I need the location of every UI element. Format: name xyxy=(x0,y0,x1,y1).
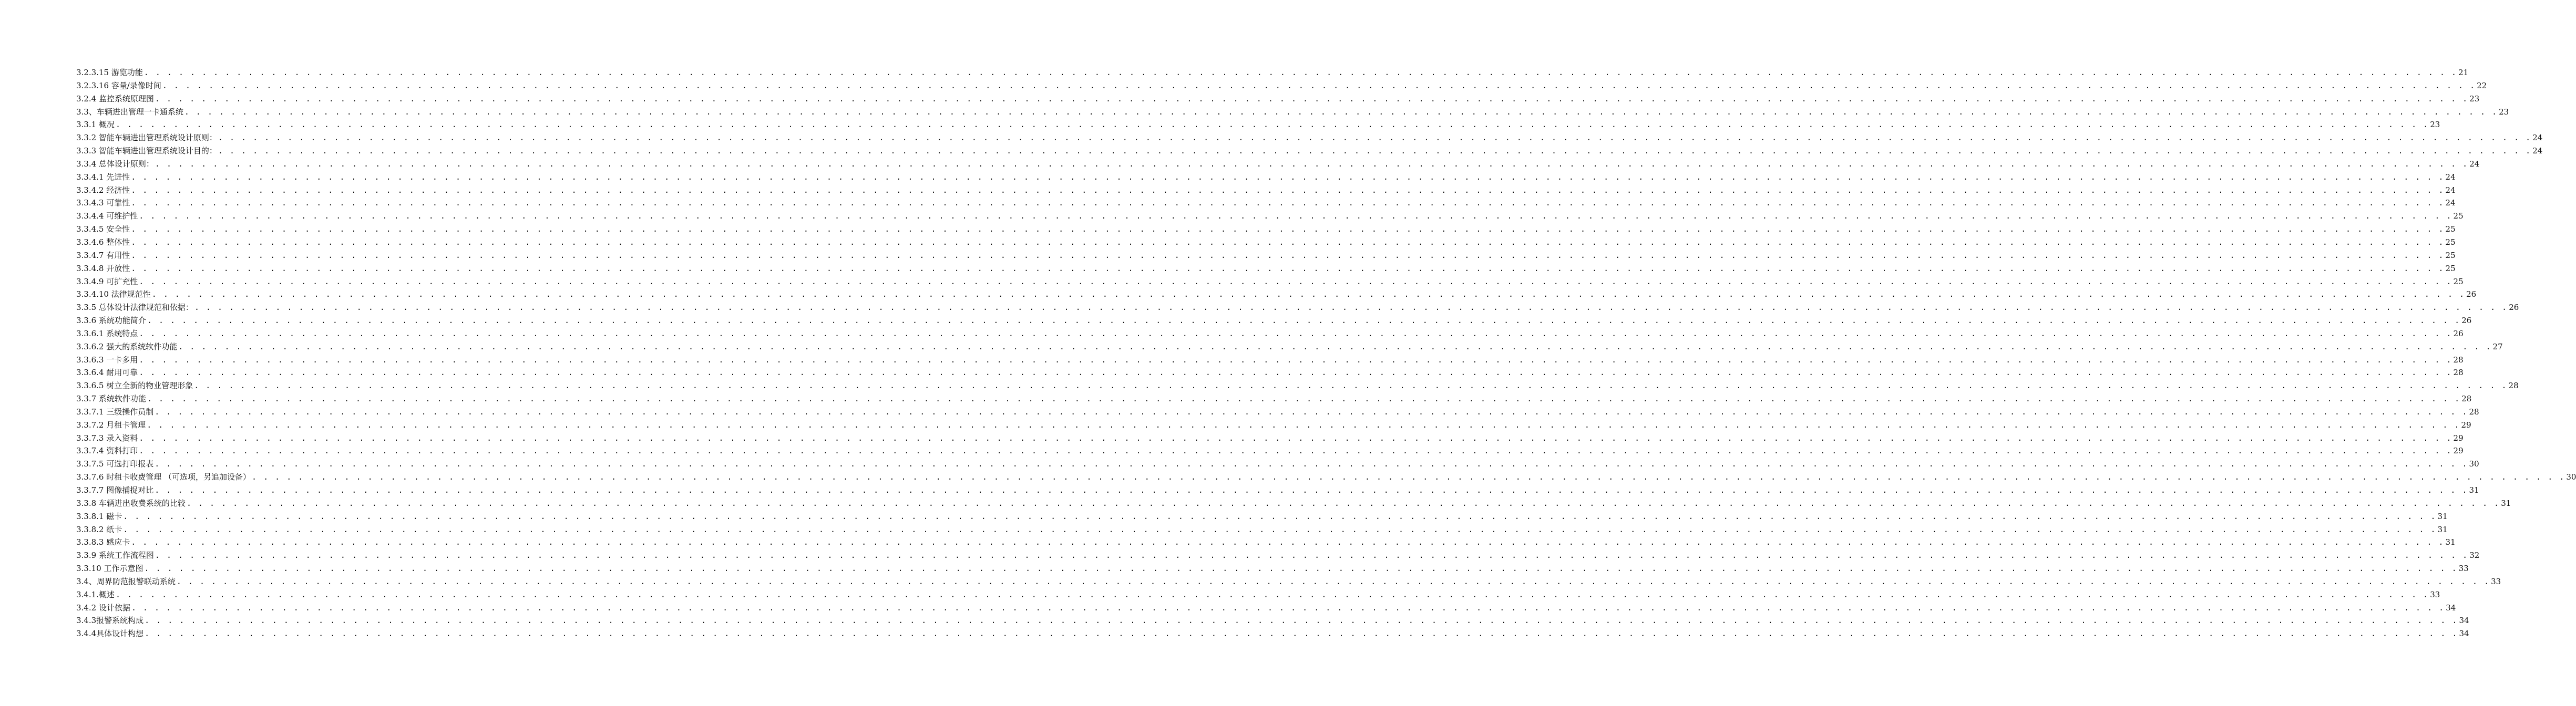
toc-entry-page-number: 24 xyxy=(2469,159,2480,169)
toc-dot-leader: . . . . . . . . . . . . . . . . . . . . . . . . . . . . . . . . . . . . . . . . . . . . . . . . . . . . . . . . . . . . . . . . . . . . . . . . . . . . . . . . . . . . . . . . . . . . . . . . . . . . . . . . . . . . . . . . . . . . . . . . . . . . . . . . . . . . . . . . . . . . . . . . . . . . . . . . . . . . . . . . . . . . . . . . . . . . . . . . . . . . . . . . . . . . . . . . . . . . . . . . xyxy=(139,328,2452,338)
toc-dot-leader: . . . . . . . . . . . . . . . . . . . . . . . . . . . . . . . . . . . . . . . . . . . . . . . . . . . . . . . . . . . . . . . . . . . . . . . . . . . . . . . . . . . . . . . . . . . . . . . . . . . . . . . . . . . . . . . . . . . . . . . . . . . . . . . . . . . . . . . . . . . . . . . . . . . . . . . . . . . . . . . . . . . . . . . . . . . . . . . . . . . . . . . . . . . . . . . . . . . . . . . . xyxy=(131,537,2445,547)
toc-entry-title: 3.3.4 总体设计原则： xyxy=(76,159,154,169)
toc-entry-title: 3.3.6.1 系统特点 xyxy=(76,328,138,338)
toc-entry-page-number: 31 xyxy=(2437,511,2448,521)
toc-entry[interactable] xyxy=(76,196,2456,210)
toc-entry-page-number: 31 xyxy=(2501,498,2511,508)
toc-entry[interactable] xyxy=(76,536,2456,549)
toc-entry[interactable] xyxy=(76,484,2479,497)
toc-entry-page-number: 30 xyxy=(2566,472,2576,482)
toc-entry[interactable] xyxy=(76,510,2448,523)
toc-dot-leader: . . . . . . . . . . . . . . . . . . . . . . . . . . . . . . . . . . . . . . . . . . . . . . . . . . . . . . . . . . . . . . . . . . . . . . . . . . . . . . . . . . . . . . . . . . . . . . . . . . . . . . . . . . . . . . . . . . . . . . . . . . . . . . . . . . . . . . . . . . . . . . . . . . . . . . . . . . . . . . . . . . . . . . . . . . . . . . . . . . . . . . . . . . . . . . . . . . . . . . . . xyxy=(123,511,2437,521)
toc-dot-leader: . . . . . . . . . . . . . . . . . . . . . . . . . . . . . . . . . . . . . . . . . . . . . . . . . . . . . . . . . . . . . . . . . . . . . . . . . . . . . . . . . . . . . . . . . . . . . . . . . . . . . . . . . . . . . . . . . . . . . . . . . . . . . . . . . . . . . . . . . . . . . . . . . . . . . . . . . . . . . . . . . . . . . . . . . . . . . . . . . . . . . . . . . . . . . . . . . . . . . . . . xyxy=(139,446,2452,456)
toc-entry-page-number: 30 xyxy=(2469,459,2479,469)
toc-entry[interactable] xyxy=(76,106,2509,119)
toc-dot-leader: . . . . . . . . . . . . . . . . . . . . . . . . . . . . . . . . . . . . . . . . . . . . . . . . . . . . . . . . . . . . . . . . . . . . . . . . . . . . . . . . . . . . . . . . . . . . . . . . . . . . . . . . . . . . . . . . . . . . . . . . . . . . . . . . . . . . . . . . . . . . . . . . . . . . . . . . . . . . . . . . . . . . . . . . . . . . . . . . . . . . . . . . . . . . . . . . . . . . . . . . xyxy=(115,120,2429,130)
toc-entry-title: 3.3.8.1 磁卡 xyxy=(76,511,122,521)
toc-entry-page-number: 26 xyxy=(2461,316,2472,326)
toc-entry-page-number: 25 xyxy=(2445,263,2456,273)
toc-dot-leader: . . . . . . . . . . . . . . . . . . . . . . . . . . . . . . . . . . . . . . . . . . . . . . . . . . . . . . . . . . . . . . . . . . . . . . . . . . . . . . . . . . . . . . . . . . . . . . . . . . . . . . . . . . . . . . . . . . . . . . . . . . . . . . . . . . . . . . . . . . . . . . . . . . . . . . . . . . . . . . . . . . . . . . . . . . . . . . . . . . . . . . . . . . . . . . . . . . . . . . . . xyxy=(139,276,2452,286)
toc-entry-title: 3.3.7.4 资料打印 xyxy=(76,446,138,456)
toc-dot-leader: . . . . . . . . . . . . . . . . . . . . . . . . . . . . . . . . . . . . . . . . . . . . . . . . . . . . . . . . . . . . . . . . . . . . . . . . . . . . . . . . . . . . . . . . . . . . . . . . . . . . . . . . . . . . . . . . . . . . . . . . . . . . . . . . . . . . . . . . . . . . . . . . . . . . . . . . . . . . . . . . . . . . . . . . . . . . . . . . . . . . . . . . . . . . . . . . . . . . . . . . xyxy=(131,250,2445,260)
toc-entry-title: 3.3.4.10 法律规范性 xyxy=(76,289,151,299)
toc-entry-page-number: 34 xyxy=(2446,603,2456,612)
toc-entry-page-number: 25 xyxy=(2453,211,2464,221)
toc-entry-page-number: 26 xyxy=(2466,289,2477,299)
toc-dot-leader: . . . . . . . . . . . . . . . . . . . . . . . . . . . . . . . . . . . . . . . . . . . . . . . . . . . . . . . . . . . . . . . . . . . . . . . . . . . . . . . . . . . . . . . . . . . . . . . . . . . . . . . . . . . . . . . . . . . . . . . . . . . . . . . . . . . . . . . . . . . . . . . . . . . . . . . . . . . . . . . . . . . . . . . . . . . . . . . . . . . . . . . . . . . . . . . . . . . . . . . . xyxy=(145,629,2458,639)
toc-entry-title: 3.3.7.2 月租卡管理 xyxy=(76,420,146,430)
table-of-contents xyxy=(76,66,2576,640)
toc-dot-leader: . . . . . . . . . . . . . . . . . . . . . . . . . . . . . . . . . . . . . . . . . . . . . . . . . . . . . . . . . . . . . . . . . . . . . . . . . . . . . . . . . . . . . . . . . . . . . . . . . . . . . . . . . . . . . . . . . . . . . . . . . . . . . . . . . . . . . . . . . . . . . . . . . . . . . . . . . . . . . . . . . . . . . . . . . . . . . . . . . . . . . . . . . . . . . . . . . . . . . . . . xyxy=(131,263,2445,273)
toc-entry[interactable] xyxy=(76,171,2456,184)
toc-entry-page-number: 22 xyxy=(2477,80,2487,90)
toc-dot-leader: . . . . . . . . . . . . . . . . . . . . . . . . . . . . . . . . . . . . . . . . . . . . . . . . . . . . . . . . . . . . . . . . . . . . . . . . . . . . . . . . . . . . . . . . . . . . . . . . . . . . . . . . . . . . . . . . . . . . . . . . . . . . . . . . . . . . . . . . . . . . . . . . . . . . . . . . . . . . . . . . . . . . . . . . . . . . . . . . . . . . . . . . . . . . . . . . . . . . . . . . xyxy=(144,564,2458,574)
toc-dot-leader: . . . . . . . . . . . . . . . . . . . . . . . . . . . . . . . . . . . . . . . . . . . . . . . . . . . . . . . . . . . . . . . . . . . . . . . . . . . . . . . . . . . . . . . . . . . . . . . . . . . . . . . . . . . . . . . . . . . . . . . . . . . . . . . . . . . . . . . . . . . . . . . . . . . . . . . . . . . . . . . . . . . . . . . . . . . . . . . . . . . . . . . . . . . . . . . . . . . . . . . . xyxy=(218,146,2532,156)
toc-entry-title: 3.3.7.3 录入资料 xyxy=(76,433,138,443)
toc-entry-title: 3.3.8.3 感应卡 xyxy=(76,537,130,547)
toc-entry-title: 3.3.1 概况 xyxy=(76,120,115,130)
toc-entry[interactable] xyxy=(76,575,2501,588)
toc-entry-page-number: 23 xyxy=(2499,107,2509,117)
toc-entry-title: 3.3.6.4 耐用可靠 xyxy=(76,368,138,378)
toc-entry-page-number: 21 xyxy=(2458,68,2469,77)
toc-entry-title: 3.3.4.6 整体性 xyxy=(76,237,130,247)
toc-entry-page-number: 23 xyxy=(2430,120,2440,130)
toc-entry-page-number: 24 xyxy=(2445,185,2456,195)
toc-dot-leader: . . . . . . . . . . . . . . . . . . . . . . . . . . . . . . . . . . . . . . . . . . . . . . . . . . . . . . . . . . . . . . . . . . . . . . . . . . . . . . . . . . . . . . . . . . . . . . . . . . . . . . . . . . . . . . . . . . . . . . . . . . . . . . . . . . . . . . . . . . . . . . . . . . . . . . . . . . . . . . . . . . . . . . . . . . . . . . . . . . . . . . . . . . . . . . . . . . . . . . . . xyxy=(218,133,2532,143)
toc-entry-title: 3.3.6.5 树立全新的物业管理形象 xyxy=(76,381,193,391)
toc-dot-leader: . . . . . . . . . . . . . . . . . . . . . . . . . . . . . . . . . . . . . . . . . . . . . . . . . . . . . . . . . . . . . . . . . . . . . . . . . . . . . . . . . . . . . . . . . . . . . . . . . . . . . . . . . . . . . . . . . . . . . . . . . . . . . . . . . . . . . . . . . . . . . . . . . . . . . . . . . . . . . . . . . . . . . . . . . . . . . . . . . . . . . . . . . . . . . . . . . . . . . . . . xyxy=(184,107,2498,117)
toc-dot-leader: . . . . . . . . . . . . . . . . . . . . . . . . . . . . . . . . . . . . . . . . . . . . . . . . . . . . . . . . . . . . . . . . . . . . . . . . . . . . . . . . . . . . . . . . . . . . . . . . . . . . . . . . . . . . . . . . . . . . . . . . . . . . . . . . . . . . . . . . . . . . . . . . . . . . . . . . . . . . . . . . . . . . . . . . . . . . . . . . . . . . . . . . . . . . . . . . . . . . . . . . xyxy=(115,589,2429,599)
toc-entry-page-number: 24 xyxy=(2445,172,2456,182)
toc-entry-page-number: 28 xyxy=(2453,368,2464,378)
toc-entry[interactable] xyxy=(76,314,2472,327)
toc-entry-title: 3.3、车辆进出管理一卡通系统 xyxy=(76,107,183,117)
toc-dot-leader: . . . . . . . . . . . . . . . . . . . . . . . . . . . . . . . . . . . . . . . . . . . . . . . . . . . . . . . . . . . . . . . . . . . . . . . . . . . . . . . . . . . . . . . . . . . . . . . . . . . . . . . . . . . . . . . . . . . . . . . . . . . . . . . . . . . . . . . . . . . . . . . . . . . . . . . . . . . . . . . . . . . . . . . . . . . . . . . . . . . . . . . . . . . . . . . . . . . . . . . . xyxy=(194,381,2508,391)
toc-entry-page-number: 26 xyxy=(2509,303,2519,313)
toc-dot-leader: . . . . . . . . . . . . . . . . . . . . . . . . . . . . . . . . . . . . . . . . . . . . . . . . . . . . . . . . . . . . . . . . . . . . . . . . . . . . . . . . . . . . . . . . . . . . . . . . . . . . . . . . . . . . . . . . . . . . . . . . . . . . . . . . . . . . . . . . . . . . . . . . . . . . . . . . . . . . . . . . . . . . . . . . . . . . . . . . . . . . . . . . . . . . . . . . . . . . . . . . xyxy=(155,94,2469,103)
toc-entry-title: 3.3.7.6 时租卡收费管理 （可选项，另追加设备） xyxy=(76,472,251,482)
toc-entry-page-number: 23 xyxy=(2469,94,2480,103)
toc-entry[interactable] xyxy=(76,379,2519,392)
toc-entry[interactable] xyxy=(76,562,2469,575)
toc-dot-leader: . . . . . . . . . . . . . . . . . . . . . . . . . . . . . . . . . . . . . . . . . . . . . . . . . . . . . . . . . . . . . . . . . . . . . . . . . . . . . . . . . . . . . . . . . . . . . . . . . . . . . . . . . . . . . . . . . . . . . . . . . . . . . . . . . . . . . . . . . . . . . . . . . . . . . . . . . . . . . . . . . . . . . . . . . . . . . . . . . . . . . . . . . . . . . . . . . . . . . . . . xyxy=(145,616,2458,626)
toc-dot-leader: . . . . . . . . . . . . . . . . . . . . . . . . . . . . . . . . . . . . . . . . . . . . . . . . . . . . . . . . . . . . . . . . . . . . . . . . . . . . . . . . . . . . . . . . . . . . . . . . . . . . . . . . . . . . . . . . . . . . . . . . . . . . . . . . . . . . . . . . . . . . . . . . . . . . . . . . . . . . . . . . . . . . . . . . . . . . . . . . . . . . . . . . . . . . . . . . . . . . . . . . xyxy=(155,407,2468,417)
toc-entry-title: 3.3.7.1 三级操作员制 xyxy=(76,407,154,417)
toc-entry[interactable] xyxy=(76,249,2456,262)
toc-entry-page-number: 25 xyxy=(2445,224,2456,234)
toc-entry[interactable] xyxy=(76,158,2480,171)
toc-entry-title: 3.3.6.3 一卡多用 xyxy=(76,355,138,365)
toc-dot-leader: . . . . . . . . . . . . . . . . . . . . . . . . . . . . . . . . . . . . . . . . . . . . . . . . . . . . . . . . . . . . . . . . . . . . . . . . . . . . . . . . . . . . . . . . . . . . . . . . . . . . . . . . . . . . . . . . . . . . . . . . . . . . . . . . . . . . . . . . . . . . . . . . . . . . . . . . . . . . . . . . . . . . . . . . . . . . . . . . . . . . . . . . . . . . . . . . . . . . . . . . xyxy=(178,341,2492,351)
toc-entry-page-number: 24 xyxy=(2445,198,2456,208)
toc-entry-title: 3.3.6.2 强大的系统软件功能 xyxy=(76,341,178,351)
toc-entry[interactable] xyxy=(76,223,2456,236)
toc-dot-leader: . . . . . . . . . . . . . . . . . . . . . . . . . . . . . . . . . . . . . . . . . . . . . . . . . . . . . . . . . . . . . . . . . . . . . . . . . . . . . . . . . . . . . . . . . . . . . . . . . . . . . . . . . . . . . . . . . . . . . . . . . . . . . . . . . . . . . . . . . . . . . . . . . . . . . . . . . . . . . . . . . . . . . . . . . . . . . . . . . . . . . . . . . . . . . . . . . . . . . . . . xyxy=(131,224,2445,234)
toc-dot-leader: . . . . . . . . . . . . . . . . . . . . . . . . . . . . . . . . . . . . . . . . . . . . . . . . . . . . . . . . . . . . . . . . . . . . . . . . . . . . . . . . . . . . . . . . . . . . . . . . . . . . . . . . . . . . . . . . . . . . . . . . . . . . . . . . . . . . . . . . . . . . . . . . . . . . . . . . . . . . . . . . . . . . . . . . . . . . . . . . . . . . . . . . . . . . . . . . . . . . . . . . xyxy=(139,355,2452,365)
toc-entry-page-number: 34 xyxy=(2459,629,2469,639)
toc-dot-leader: . . . . . . . . . . . . . . . . . . . . . . . . . . . . . . . . . . . . . . . . . . . . . . . . . . . . . . . . . . . . . . . . . . . . . . . . . . . . . . . . . . . . . . . . . . . . . . . . . . . . . . . . . . . . . . . . . . . . . . . . . . . . . . . . . . . . . . . . . . . . . . . . . . . . . . . . . . . . . . . . . . . . . . . . . . . . . . . . . . . . . . . . . . . . . . . . . . . . . . . . xyxy=(139,433,2452,443)
toc-entry-page-number: 28 xyxy=(2469,407,2479,417)
toc-dot-leader: . . . . . . . . . . . . . . . . . . . . . . . . . . . . . . . . . . . . . . . . . . . . . . . . . . . . . . . . . . . . . . . . . . . . . . . . . . . . . . . . . . . . . . . . . . . . . . . . . . . . . . . . . . . . . . . . . . . . . . . . . . . . . . . . . . . . . . . . . . . . . . . . . . . . . . . . . . . . . . . . . . . . . . . . . . . . . . . . . . . . . . . . . . . . . . . . . . . . . . . . xyxy=(131,185,2445,195)
toc-dot-leader: . . . . . . . . . . . . . . . . . . . . . . . . . . . . . . . . . . . . . . . . . . . . . . . . . . . . . . . . . . . . . . . . . . . . . . . . . . . . . . . . . . . . . . . . . . . . . . . . . . . . . . . . . . . . . . . . . . . . . . . . . . . . . . . . . . . . . . . . . . . . . . . . . . . . . . . . . . . . . . . . . . . . . . . . . . . . . . . . . . . . . . . . . . . . . . . . . . . . . . . . xyxy=(162,80,2476,90)
toc-entry-title: 3.4.2 设计依据 xyxy=(76,603,130,612)
toc-dot-leader: . . . . . . . . . . . . . . . . . . . . . . . . . . . . . . . . . . . . . . . . . . . . . . . . . . . . . . . . . . . . . . . . . . . . . . . . . . . . . . . . . . . . . . . . . . . . . . . . . . . . . . . . . . . . . . . . . . . . . . . . . . . . . . . . . . . . . . . . . . . . . . . . . . . . . . . . . . . . . . . . . . . . . . . . . . . . . . . . . . . . . . . . . . . . . . . . . . . . . . . . xyxy=(155,459,2468,469)
toc-entry[interactable] xyxy=(76,144,2543,158)
toc-entry-page-number: 29 xyxy=(2453,433,2464,443)
toc-entry-title: 3.3.4.9 可扩充性 xyxy=(76,276,138,286)
toc-entry[interactable] xyxy=(76,66,2469,79)
toc-entry[interactable] xyxy=(76,262,2456,275)
toc-entry-page-number: 24 xyxy=(2532,146,2543,156)
toc-entry-page-number: 25 xyxy=(2445,237,2456,247)
toc-entry-page-number: 27 xyxy=(2492,341,2503,351)
toc-entry-title: 3.3.9 系统工作流程图 xyxy=(76,551,154,560)
toc-entry-page-number: 26 xyxy=(2453,328,2464,338)
toc-entry-page-number: 33 xyxy=(2458,564,2469,574)
toc-entry[interactable] xyxy=(76,627,2469,640)
toc-entry-page-number: 28 xyxy=(2508,381,2519,391)
toc-dot-leader: . . . . . . . . . . . . . . . . . . . . . . . . . . . . . . . . . . . . . . . . . . . . . . . . . . . . . . . . . . . . . . . . . . . . . . . . . . . . . . . . . . . . . . . . . . . . . . . . . . . . . . . . . . . . . . . . . . . . . . . . . . . . . . . . . . . . . . . . . . . . . . . . . . . . . . . . . . . . . . . . . . . . . . . . . . . . . . . . . . . . . . . . . . . . . . . . . . . . . . . . xyxy=(151,289,2466,299)
toc-entry[interactable] xyxy=(76,392,2472,406)
toc-entry-title: 3.3.4.5 安全性 xyxy=(76,224,130,234)
toc-entry[interactable] xyxy=(76,406,2479,419)
toc-dot-leader: . . . . . . . . . . . . . . . . . . . . . . . . . . . . . . . . . . . . . . . . . . . . . . . . . . . . . . . . . . . . . . . . . . . . . . . . . . . . . . . . . . . . . . . . . . . . . . . . . . . . . . . . . . . . . . . . . . . . . . . . . . . . . . . . . . . . . . . . . . . . . . . . . . . . . . . . . . . . . . . . . . . . . . . . . . . . . . . . . . . . . . . . . . . . . . . . . . . . . . . . xyxy=(123,524,2437,534)
toc-entry[interactable] xyxy=(76,92,2480,106)
toc-entry[interactable] xyxy=(76,458,2479,471)
toc-entry[interactable] xyxy=(76,327,2464,340)
toc-entry-page-number: 28 xyxy=(2453,355,2464,365)
toc-entry-page-number: 34 xyxy=(2459,616,2469,626)
toc-entry[interactable] xyxy=(76,614,2469,627)
toc-entry-title: 3.2.3.16 容量/录像时间 xyxy=(76,80,161,90)
toc-dot-leader: . . . . . . . . . . . . . . . . . . . . . . . . . . . . . . . . . . . . . . . . . . . . . . . . . . . . . . . . . . . . . . . . . . . . . . . . . . . . . . . . . . . . . . . . . . . . . . . . . . . . . . . . . . . . . . . . . . . . . . . . . . . . . . . . . . . . . . . . . . . . . . . . . . . . . . . . . . . . . . . . . . . . . . . . . . . . . . . . . . . . . . . . . . . . . . . . . . . . . . . . xyxy=(139,211,2452,221)
toc-dot-leader: . . . . . . . . . . . . . . . . . . . . . . . . . . . . . . . . . . . . . . . . . . . . . . . . . . . . . . . . . . . . . . . . . . . . . . . . . . . . . . . . . . . . . . . . . . . . . . . . . . . . . . . . . . . . . . . . . . . . . . . . . . . . . . . . . . . . . . . . . . . . . . . . . . . . . . . . . . . . . . . . . . . . . . . . . . . . . . . . . . . . . . . . . . . . . . . . . . . . . . . . xyxy=(147,394,2461,404)
toc-entry-title: 3.3.8.2 纸卡 xyxy=(76,524,122,534)
toc-entry[interactable] xyxy=(76,588,2440,601)
toc-entry[interactable] xyxy=(76,288,2477,301)
toc-entry-title: 3.3.4.7 有用性 xyxy=(76,250,130,260)
toc-dot-leader: . . . . . . . . . . . . . . . . . . . . . . . . . . . . . . . . . . . . . . . . . . . . . . . . . . . . . . . . . . . . . . . . . . . . . . . . . . . . . . . . . . . . . . . . . . . . . . . . . . . . . . . . . . . . . . . . . . . . . . . . . . . . . . . . . . . . . . . . . . . . . . . . . . . . . . . . . . . . . . . . . . . . . . . . . . . . . . . . . . . . . . . . . . . . . . . . . . . . . . . . xyxy=(143,68,2458,77)
toc-entry-page-number: 31 xyxy=(2437,524,2448,534)
toc-entry-page-number: 33 xyxy=(2430,589,2440,599)
toc-entry[interactable] xyxy=(76,184,2456,197)
toc-entry-title: 3.4、周界防范报警联动系统 xyxy=(76,576,176,586)
toc-entry-title: 3.2.3.15 游览功能 xyxy=(76,68,143,77)
toc-entry[interactable] xyxy=(76,419,2471,432)
toc-entry-title: 3.4.4具体设计构想 xyxy=(76,629,144,639)
toc-entry[interactable] xyxy=(76,497,2511,510)
toc-entry-title: 3.4.3报警系统构成 xyxy=(76,616,144,626)
toc-entry-page-number: 25 xyxy=(2453,276,2464,286)
toc-entry[interactable] xyxy=(76,340,2503,354)
toc-entry-title: 3.4.1.概述 xyxy=(76,589,115,599)
toc-entry-title: 3.3.4.4 可维护性 xyxy=(76,211,138,221)
toc-entry[interactable] xyxy=(76,601,2456,615)
toc-entry-title: 3.3.4.3 可靠性 xyxy=(76,198,130,208)
toc-entry-title: 3.3.2 智能车辆进出管理系统设计原则： xyxy=(76,133,217,143)
toc-entry[interactable] xyxy=(76,366,2464,379)
toc-entry-page-number: 28 xyxy=(2461,394,2472,404)
toc-entry-page-number: 31 xyxy=(2445,537,2456,547)
toc-entry[interactable] xyxy=(76,236,2456,249)
toc-entry-page-number: 25 xyxy=(2445,250,2456,260)
toc-entry[interactable] xyxy=(76,131,2543,144)
toc-dot-leader: . . . . . . . . . . . . . . . . . . . . . . . . . . . . . . . . . . . . . . . . . . . . . . . . . . . . . . . . . . . . . . . . . . . . . . . . . . . . . . . . . . . . . . . . . . . . . . . . . . . . . . . . . . . . . . . . . . . . . . . . . . . . . . . . . . . . . . . . . . . . . . . . . . . . . . . . . . . . . . . . . . . . . . . . . . . . . . . . . . . . . . . . . . . . . . . . . . . . . . . . xyxy=(131,237,2445,247)
toc-entry-title: 3.3.4.1 先进性 xyxy=(76,172,130,182)
toc-dot-leader: . . . . . . . . . . . . . . . . . . . . . . . . . . . . . . . . . . . . . . . . . . . . . . . . . . . . . . . . . . . . . . . . . . . . . . . . . . . . . . . . . . . . . . . . . . . . . . . . . . . . . . . . . . . . . . . . . . . . . . . . . . . . . . . . . . . . . . . . . . . . . . . . . . . . . . . . . . . . . . . . . . . . . . . . . . . . . . . . . . . . . . . . . . . . . . . . . . . . . . . . xyxy=(186,498,2500,508)
toc-entry[interactable] xyxy=(76,275,2464,288)
toc-entry[interactable] xyxy=(76,549,2480,562)
toc-entry-page-number: 24 xyxy=(2532,133,2543,143)
toc-entry-title: 3.3.4.8 开放性 xyxy=(76,263,130,273)
toc-entry[interactable] xyxy=(76,523,2448,536)
toc-dot-leader: . . . . . . . . . . . . . . . . . . . . . . . . . . . . . . . . . . . . . . . . . . . . . . . . . . . . . . . . . . . . . . . . . . . . . . . . . . . . . . . . . . . . . . . . . . . . . . . . . . . . . . . . . . . . . . . . . . . . . . . . . . . . . . . . . . . . . . . . . . . . . . . . . . . . . . . . . . . . . . . . . . . . . . . . . . . . . . . . . . . . . . . . . . . . . . . . . . . . . . . . xyxy=(252,472,2565,482)
toc-dot-leader: . . . . . . . . . . . . . . . . . . . . . . . . . . . . . . . . . . . . . . . . . . . . . . . . . . . . . . . . . . . . . . . . . . . . . . . . . . . . . . . . . . . . . . . . . . . . . . . . . . . . . . . . . . . . . . . . . . . . . . . . . . . . . . . . . . . . . . . . . . . . . . . . . . . . . . . . . . . . . . . . . . . . . . . . . . . . . . . . . . . . . . . . . . . . . . . . . . . . . . . . xyxy=(155,551,2469,560)
toc-entry-title: 3.3.4.2 经济性 xyxy=(76,185,130,195)
toc-dot-leader: . . . . . . . . . . . . . . . . . . . . . . . . . . . . . . . . . . . . . . . . . . . . . . . . . . . . . . . . . . . . . . . . . . . . . . . . . . . . . . . . . . . . . . . . . . . . . . . . . . . . . . . . . . . . . . . . . . . . . . . . . . . . . . . . . . . . . . . . . . . . . . . . . . . . . . . . . . . . . . . . . . . . . . . . . . . . . . . . . . . . . . . . . . . . . . . . . . . . . . . . xyxy=(131,603,2445,612)
toc-dot-leader: . . . . . . . . . . . . . . . . . . . . . . . . . . . . . . . . . . . . . . . . . . . . . . . . . . . . . . . . . . . . . . . . . . . . . . . . . . . . . . . . . . . . . . . . . . . . . . . . . . . . . . . . . . . . . . . . . . . . . . . . . . . . . . . . . . . . . . . . . . . . . . . . . . . . . . . . . . . . . . . . . . . . . . . . . . . . . . . . . . . . . . . . . . . . . . . . . . . . . . . . xyxy=(194,303,2508,313)
toc-dot-leader: . . . . . . . . . . . . . . . . . . . . . . . . . . . . . . . . . . . . . . . . . . . . . . . . . . . . . . . . . . . . . . . . . . . . . . . . . . . . . . . . . . . . . . . . . . . . . . . . . . . . . . . . . . . . . . . . . . . . . . . . . . . . . . . . . . . . . . . . . . . . . . . . . . . . . . . . . . . . . . . . . . . . . . . . . . . . . . . . . . . . . . . . . . . . . . . . . . . . . . . . xyxy=(176,576,2490,586)
toc-entry-title: 3.3.6 系统功能简介 xyxy=(76,316,146,326)
toc-entry-title: 3.2.4 监控系统原理图 xyxy=(76,94,154,103)
toc-entry[interactable] xyxy=(76,354,2464,367)
toc-entry-title: 3.3.10 工作示意图 xyxy=(76,564,143,574)
toc-entry-page-number: 31 xyxy=(2469,485,2479,495)
toc-entry[interactable] xyxy=(76,210,2464,223)
toc-dot-leader: . . . . . . . . . . . . . . . . . . . . . . . . . . . . . . . . . . . . . . . . . . . . . . . . . . . . . . . . . . . . . . . . . . . . . . . . . . . . . . . . . . . . . . . . . . . . . . . . . . . . . . . . . . . . . . . . . . . . . . . . . . . . . . . . . . . . . . . . . . . . . . . . . . . . . . . . . . . . . . . . . . . . . . . . . . . . . . . . . . . . . . . . . . . . . . . . . . . . . . . . xyxy=(147,420,2460,430)
toc-entry-title: 3.3.3 智能车辆进出管理系统设计目的： xyxy=(76,146,217,156)
toc-entry[interactable] xyxy=(76,118,2440,131)
toc-entry-page-number: 29 xyxy=(2461,420,2471,430)
toc-dot-leader: . . . . . . . . . . . . . . . . . . . . . . . . . . . . . . . . . . . . . . . . . . . . . . . . . . . . . . . . . . . . . . . . . . . . . . . . . . . . . . . . . . . . . . . . . . . . . . . . . . . . . . . . . . . . . . . . . . . . . . . . . . . . . . . . . . . . . . . . . . . . . . . . . . . . . . . . . . . . . . . . . . . . . . . . . . . . . . . . . . . . . . . . . . . . . . . . . . . . . . . . xyxy=(155,159,2469,169)
toc-entry-page-number: 32 xyxy=(2469,551,2480,560)
toc-entry[interactable] xyxy=(76,301,2519,314)
toc-entry-title: 3.3.7 系统软件功能 xyxy=(76,394,146,404)
toc-dot-leader: . . . . . . . . . . . . . . . . . . . . . . . . . . . . . . . . . . . . . . . . . . . . . . . . . . . . . . . . . . . . . . . . . . . . . . . . . . . . . . . . . . . . . . . . . . . . . . . . . . . . . . . . . . . . . . . . . . . . . . . . . . . . . . . . . . . . . . . . . . . . . . . . . . . . . . . . . . . . . . . . . . . . . . . . . . . . . . . . . . . . . . . . . . . . . . . . . . . . . . . . xyxy=(147,316,2461,326)
toc-dot-leader: . . . . . . . . . . . . . . . . . . . . . . . . . . . . . . . . . . . . . . . . . . . . . . . . . . . . . . . . . . . . . . . . . . . . . . . . . . . . . . . . . . . . . . . . . . . . . . . . . . . . . . . . . . . . . . . . . . . . . . . . . . . . . . . . . . . . . . . . . . . . . . . . . . . . . . . . . . . . . . . . . . . . . . . . . . . . . . . . . . . . . . . . . . . . . . . . . . . . . . . . xyxy=(139,368,2452,378)
toc-entry-page-number: 29 xyxy=(2453,446,2464,456)
toc-entry-title: 3.3.8 车辆进出收费系统的比较 xyxy=(76,498,186,508)
toc-entry[interactable] xyxy=(76,444,2464,458)
toc-entry[interactable] xyxy=(76,79,2487,92)
toc-dot-leader: . . . . . . . . . . . . . . . . . . . . . . . . . . . . . . . . . . . . . . . . . . . . . . . . . . . . . . . . . . . . . . . . . . . . . . . . . . . . . . . . . . . . . . . . . . . . . . . . . . . . . . . . . . . . . . . . . . . . . . . . . . . . . . . . . . . . . . . . . . . . . . . . . . . . . . . . . . . . . . . . . . . . . . . . . . . . . . . . . . . . . . . . . . . . . . . . . . . . . . . . xyxy=(131,198,2445,208)
toc-entry[interactable] xyxy=(76,432,2464,445)
toc-entry-title: 3.3.5 总体设计法律规范和依据： xyxy=(76,303,193,313)
toc-entry-title: 3.3.7.5 可选打印报表 xyxy=(76,459,154,469)
toc-dot-leader: . . . . . . . . . . . . . . . . . . . . . . . . . . . . . . . . . . . . . . . . . . . . . . . . . . . . . . . . . . . . . . . . . . . . . . . . . . . . . . . . . . . . . . . . . . . . . . . . . . . . . . . . . . . . . . . . . . . . . . . . . . . . . . . . . . . . . . . . . . . . . . . . . . . . . . . . . . . . . . . . . . . . . . . . . . . . . . . . . . . . . . . . . . . . . . . . . . . . . . . . xyxy=(131,172,2445,182)
toc-dot-leader: . . . . . . . . . . . . . . . . . . . . . . . . . . . . . . . . . . . . . . . . . . . . . . . . . . . . . . . . . . . . . . . . . . . . . . . . . . . . . . . . . . . . . . . . . . . . . . . . . . . . . . . . . . . . . . . . . . . . . . . . . . . . . . . . . . . . . . . . . . . . . . . . . . . . . . . . . . . . . . . . . . . . . . . . . . . . . . . . . . . . . . . . . . . . . . . . . . . . . . . . xyxy=(155,485,2468,495)
toc-entry-page-number: 33 xyxy=(2491,576,2501,586)
toc-entry-title: 3.3.7.7 图像捕捉对比 xyxy=(76,485,154,495)
toc-entry[interactable] xyxy=(76,471,2576,484)
